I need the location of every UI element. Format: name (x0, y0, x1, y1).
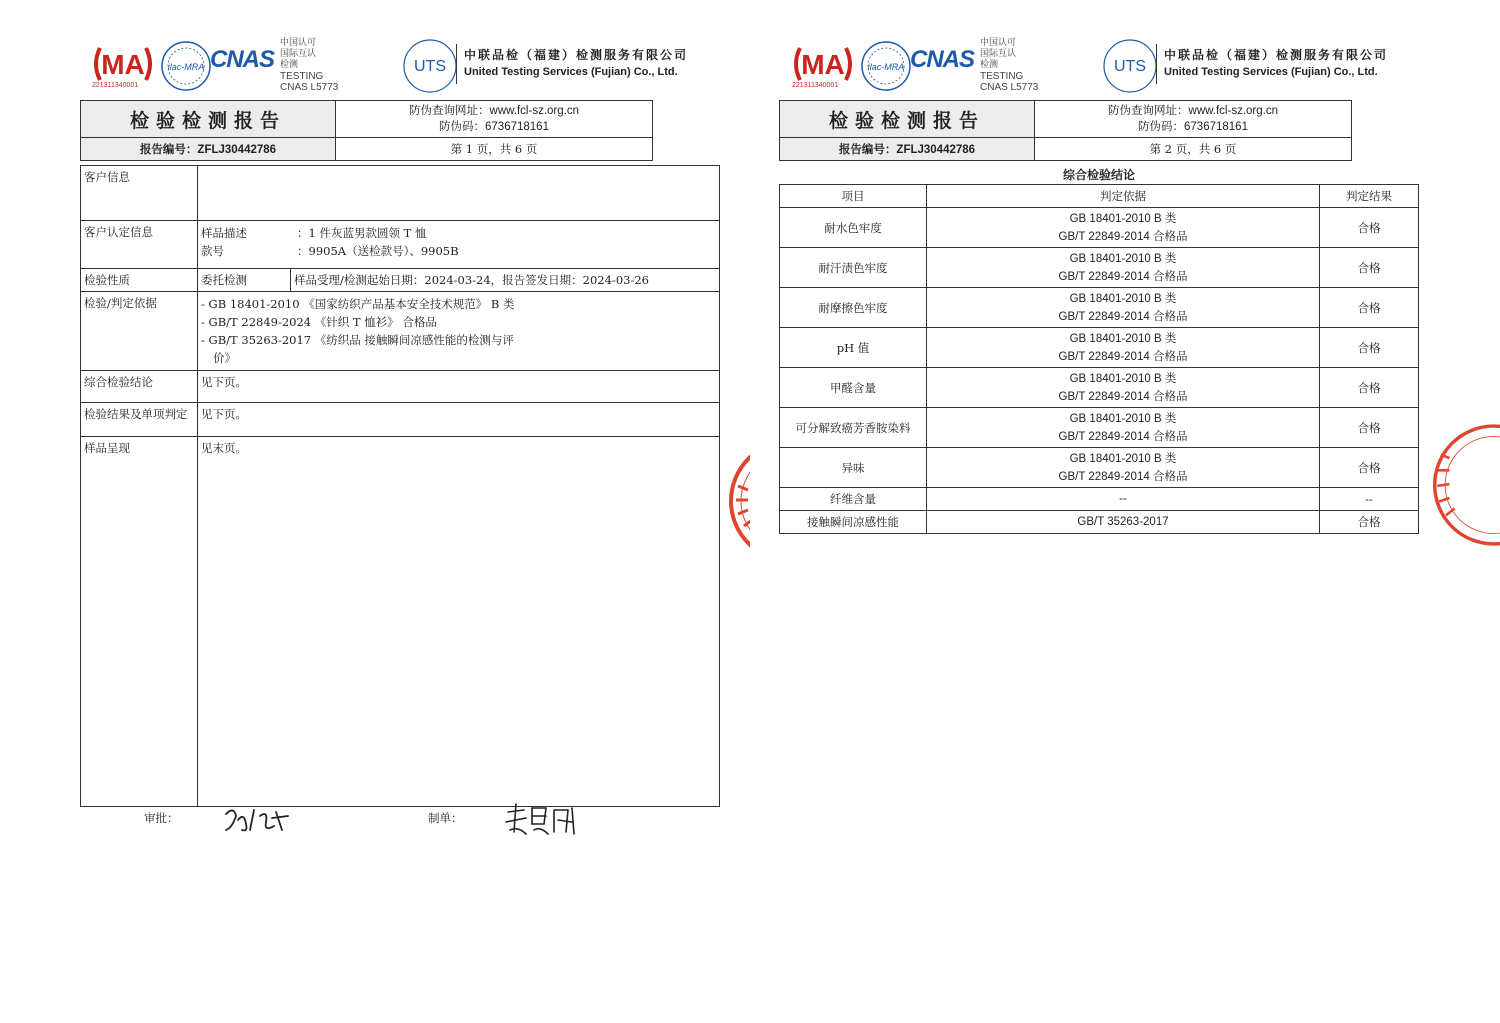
company-name-cn: 中联品检（福建）检测服务有限公司 (1164, 48, 1389, 62)
uts-logo (1102, 38, 1158, 94)
approve-label: 审批： (144, 811, 179, 825)
basis-cell: GB 18401-2010 B 类 GB/T 22849-2014 合格品 (927, 208, 1320, 248)
basis-cell: GB 18401-2010 B 类 GB/T 22849-2014 合格品 (927, 288, 1320, 328)
approver-signature (220, 800, 300, 840)
seal-stamp (1420, 420, 1500, 550)
logo-divider (1156, 44, 1157, 84)
cnas-logo: CNAS (210, 46, 275, 73)
seal-stamp (726, 436, 750, 566)
company-name-en: United Testing Services (Fujian) Co., Ltd. (1164, 66, 1378, 78)
conclusion-value: 见下页。 (198, 371, 720, 403)
report-header-table (779, 100, 1352, 161)
basis-line: 价》 (213, 351, 236, 365)
preparer-signature (502, 800, 582, 840)
nature-type: 委托检测 (198, 269, 291, 292)
svg-text:UTS: UTS (1114, 58, 1146, 75)
item-cell: 耐摩擦色牢度 (780, 288, 927, 328)
page-number: 第 1 页，共 6 页 (336, 138, 653, 161)
basis-cell: GB 18401-2010 B 类 GB/T 22849-2014 合格品 (927, 328, 1320, 368)
logo-divider (456, 44, 457, 84)
section-title: 综合检验结论 (1062, 168, 1135, 182)
basis-cell: GB/T 35263-2017 (927, 511, 1320, 534)
ma-number: 221311340001 (792, 82, 839, 89)
item-cell: pH 值 (780, 328, 927, 368)
page-number: 第 2 页，共 6 页 (1035, 138, 1352, 161)
result-cell: 合格 (1320, 511, 1419, 534)
svg-text:MA: MA (801, 49, 845, 80)
ilac-mra-logo (160, 40, 212, 92)
sample-label: 样品呈现 (81, 437, 198, 807)
column-header: 项目 (780, 185, 927, 208)
customer-info-value (198, 166, 720, 221)
basis-line: - GB/T 35263-2017 《纺织品 接触瞬间凉感性能的检测与评 (201, 333, 514, 347)
nature-dates: 样品受理/检测起始日期：2024-03-24，报告签发日期：2024-03-26 (291, 269, 720, 292)
result-cell: 合格 (1320, 208, 1419, 248)
table-row (780, 368, 1419, 408)
item-cell: 耐水色牢度 (780, 208, 927, 248)
results-label: 检验结果及单项判定 (81, 403, 198, 437)
basis-cell: GB 18401-2010 B 类 GB/T 22849-2014 合格品 (927, 408, 1320, 448)
item-cell: 可分解致癌芳香胺染料 (780, 408, 927, 448)
anti-fake-code: 防伪码：6736718161 (1138, 121, 1248, 133)
result-cell: 合格 (1320, 368, 1419, 408)
item-cell: 异味 (780, 448, 927, 488)
uts-logo (402, 38, 458, 94)
company-name-cn: 中联品检（福建）检测服务有限公司 (464, 48, 689, 62)
svg-text:ilac-MRA: ilac-MRA (167, 62, 205, 72)
item-cell: 接触瞬间凉感性能 (780, 511, 927, 534)
result-cell: 合格 (1320, 408, 1419, 448)
basis-value (198, 292, 720, 371)
report-info-table (80, 165, 720, 807)
sample-value: 见末页。 (198, 437, 720, 807)
table-row (780, 208, 1419, 248)
cnas-logo: CNAS (910, 46, 975, 73)
company-name-en: United Testing Services (Fujian) Co., Ltd. (464, 66, 678, 78)
report-page-2 (750, 0, 1500, 1023)
report-title: 检验检测报告 (81, 101, 336, 138)
table-row (780, 448, 1419, 488)
table-row (780, 288, 1419, 328)
logo-bar (90, 38, 730, 96)
style-label: 款号 (201, 244, 224, 258)
logo-bar (790, 38, 1430, 96)
anti-fake-url: 防伪查询网址：www.fcl-sz.org.cn (1108, 105, 1278, 117)
item-cell: 耐汗渍色牢度 (780, 248, 927, 288)
column-header: 判定依据 (927, 185, 1320, 208)
basis-cell: GB 18401-2010 B 类 GB/T 22849-2014 合格品 (927, 248, 1320, 288)
nature-label: 检验性质 (81, 269, 198, 292)
svg-text:MA: MA (101, 49, 145, 80)
svg-text:UTS: UTS (414, 58, 446, 75)
anti-fake-cell (1035, 101, 1352, 138)
anti-fake-url: 防伪查询网址：www.fcl-sz.org.cn (409, 105, 579, 117)
basis-line: - GB/T 22849-2024 《针织 T 恤衫》 合格品 (201, 315, 437, 329)
report-number: 报告编号：ZFLJ30442786 (81, 138, 336, 161)
result-cell: 合格 (1320, 288, 1419, 328)
customer-confirm-label: 客户认定信息 (81, 221, 198, 269)
conclusion-label: 综合检验结论 (81, 371, 198, 403)
sample-desc-value: ：1 件灰蓝男款圆领 T 恤 (297, 226, 427, 240)
column-header: 判定结果 (1320, 185, 1419, 208)
prepare-label: 制单： (428, 811, 463, 825)
conclusion-table (779, 184, 1419, 534)
table-row (780, 248, 1419, 288)
basis-cell: GB 18401-2010 B 类 GB/T 22849-2014 合格品 (927, 368, 1320, 408)
anti-fake-code: 防伪码：6736718161 (439, 121, 549, 133)
basis-line: - GB 18401-2010 《国家纺织产品基本安全技术规范》 B 类 (201, 297, 515, 311)
customer-confirm-value (198, 221, 720, 269)
item-cell: 纤维含量 (780, 488, 927, 511)
ma-logo (90, 40, 156, 88)
report-number: 报告编号：ZFLJ30442786 (780, 138, 1035, 161)
result-cell: -- (1320, 488, 1419, 511)
basis-cell: -- (927, 488, 1320, 511)
style-value: ：9905A（送检款号）、9905B (297, 244, 459, 258)
table-row (780, 511, 1419, 534)
item-cell: 甲醛含量 (780, 368, 927, 408)
result-cell: 合格 (1320, 448, 1419, 488)
ma-logo (790, 40, 856, 88)
ma-number: 221311340001 (92, 82, 139, 89)
report-title: 检验检测报告 (780, 101, 1035, 138)
ilac-mra-logo (860, 40, 912, 92)
table-row (780, 328, 1419, 368)
svg-text:ilac-MRA: ilac-MRA (867, 62, 905, 72)
sample-desc-label: 样品描述 (201, 226, 247, 240)
table-row (780, 488, 1419, 511)
result-cell: 合格 (1320, 248, 1419, 288)
result-cell: 合格 (1320, 328, 1419, 368)
anti-fake-cell (336, 101, 653, 138)
cnas-accreditation-text: 中国认可 国际互认 检测 TESTING CNAS L5773 (280, 38, 339, 93)
basis-cell: GB 18401-2010 B 类 GB/T 22849-2014 合格品 (927, 448, 1320, 488)
table-row (780, 408, 1419, 448)
results-value: 见下页。 (198, 403, 720, 437)
report-header-table (80, 100, 653, 161)
cnas-accreditation-text: 中国认可 国际互认 检测 TESTING CNAS L5773 (980, 38, 1039, 93)
customer-info-label: 客户信息 (81, 166, 198, 221)
basis-label: 检验/判定依据 (81, 292, 198, 371)
